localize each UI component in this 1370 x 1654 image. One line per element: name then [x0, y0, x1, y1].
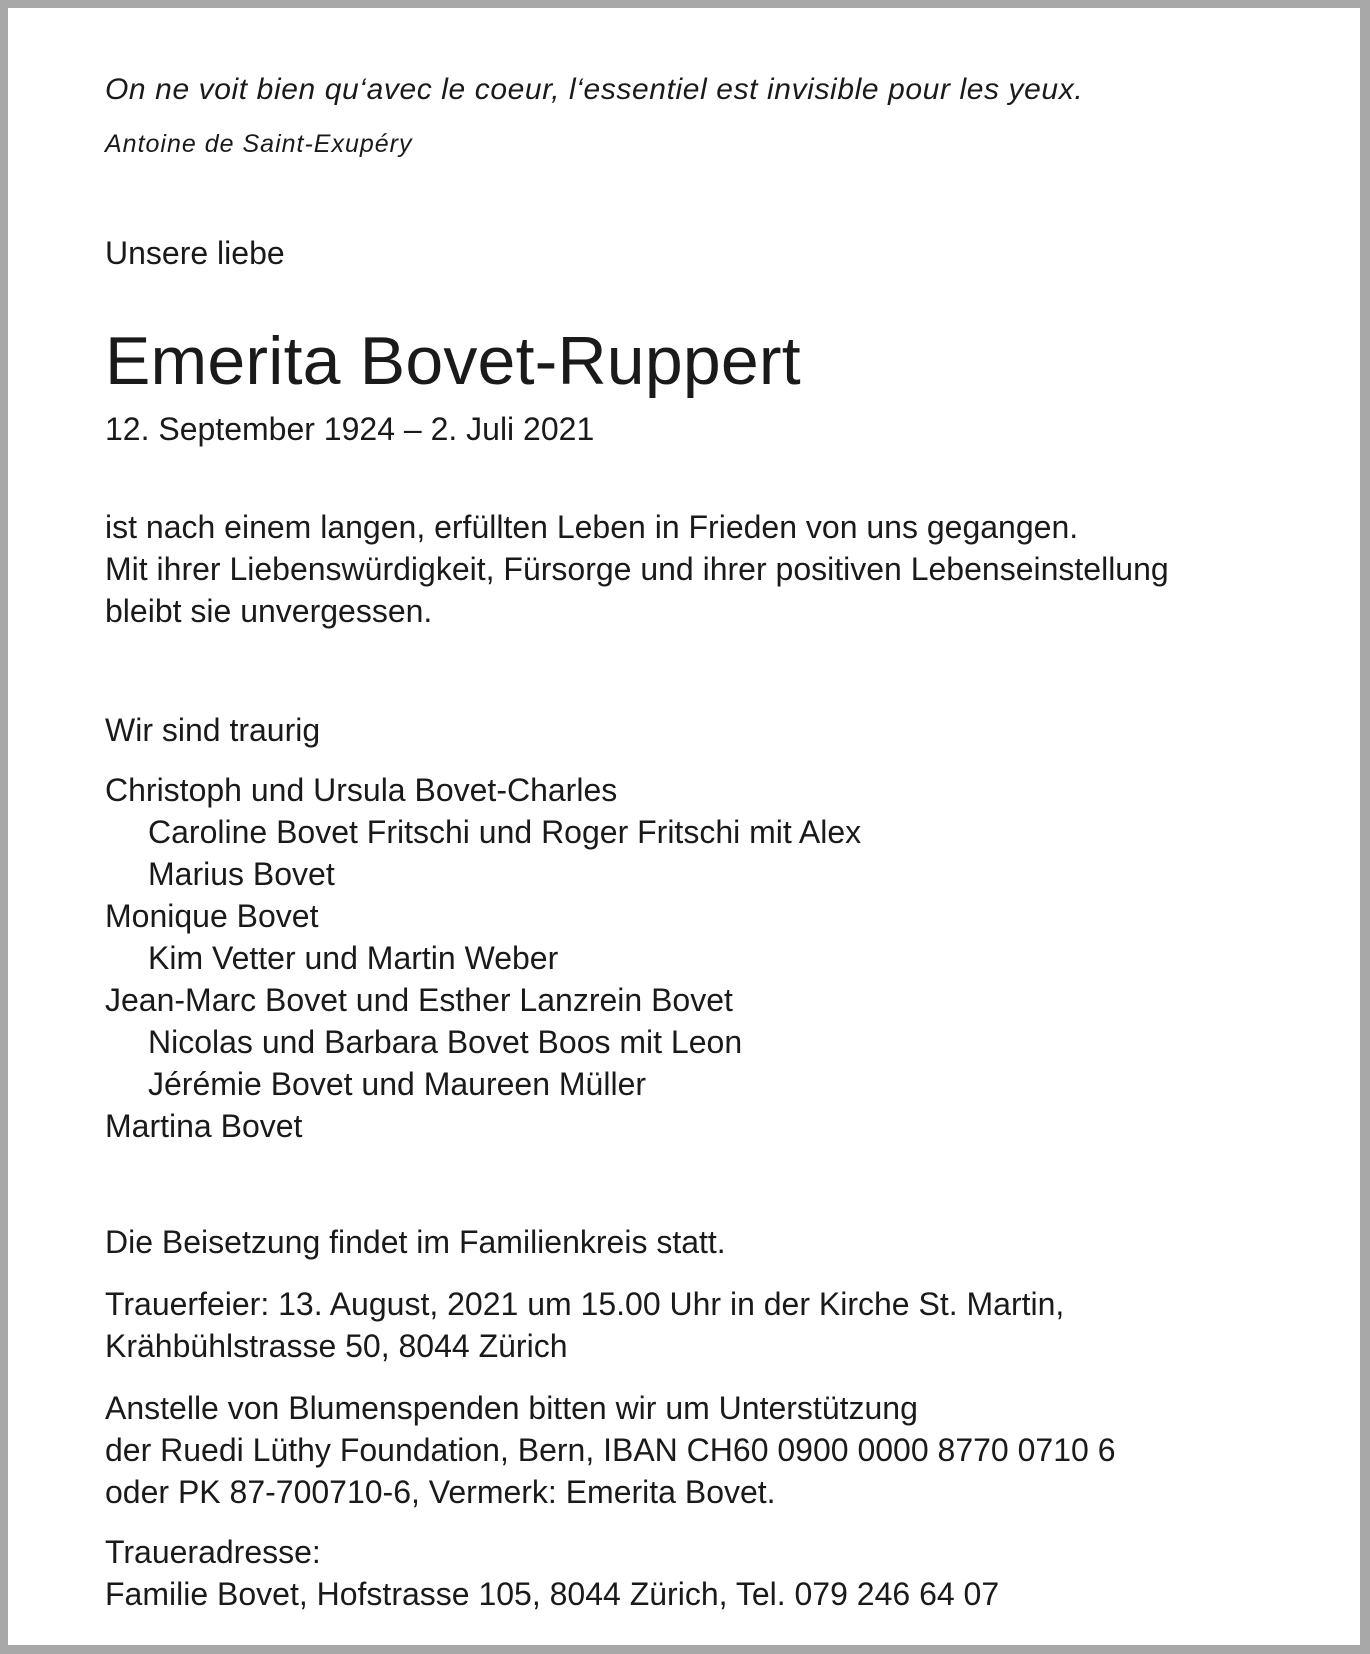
ceremony-line: Krähbühlstrasse 50, 8044 Zürich	[105, 1328, 568, 1364]
intro-text: Unsere liebe	[105, 235, 285, 271]
mourner-entry: Caroline Bovet Fritschi und Roger Fritschi mit Alex	[148, 814, 862, 850]
deceased-name: Emerita Bovet-Ruppert	[105, 323, 801, 399]
life-dates: 12. September 1924 – 2. Juli 2021	[105, 411, 595, 447]
memorial-message	[105, 506, 1320, 632]
mourner-entry: Nicolas und Barbara Bovet Boos mit Leon	[148, 1024, 743, 1060]
mourner-entry: Marius Bovet	[148, 856, 335, 892]
mourners-heading: Wir sind traurig	[105, 712, 321, 748]
mourners-list	[105, 769, 1320, 1147]
mourner-entry: Christoph und Ursula Bovet-Charles	[105, 772, 618, 808]
epigraph-quote: On ne voit bien qu‘avec le coeur, l‘essentiel est invisible pour les yeux.	[105, 73, 1084, 106]
mourner-entry: Jérémie Bovet und Maureen Müller	[148, 1066, 647, 1102]
mourning-address	[105, 1531, 1320, 1615]
donation-line: Anstelle von Blumenspenden bitten wir um Unterstützung	[105, 1390, 918, 1426]
address-line: Familie Bovet, Hofstrasse 105, 8044 Zürich, Tel. 079 246 64 07	[105, 1576, 1000, 1612]
obituary-page	[8, 8, 1360, 1645]
ceremony-details	[105, 1283, 1320, 1367]
ceremony-line: Trauerfeier: 13. August, 2021 um 15.00 Uhr in der Kirche St. Martin,	[105, 1286, 1065, 1322]
donation-request	[105, 1387, 1320, 1513]
mourner-entry: Jean-Marc Bovet und Esther Lanzrein Bovet	[105, 982, 733, 1018]
mourner-entry: Monique Bovet	[105, 898, 319, 934]
message-line: ist nach einem langen, erfüllten Leben in Frieden von uns gegangen.	[105, 509, 1079, 545]
donation-line: oder PK 87-700710-6, Vermerk: Emerita Bovet.	[105, 1474, 776, 1510]
address-label: Traueradresse:	[105, 1534, 321, 1570]
donation-line: der Ruedi Lüthy Foundation, Bern, IBAN CH60 0900 0000 8770 0710 6	[105, 1432, 1116, 1468]
message-line: Mit ihrer Liebenswürdigkeit, Fürsorge und ihrer positiven Lebenseinstellung	[105, 551, 1169, 587]
burial-notice: Die Beisetzung findet im Familienkreis statt.	[105, 1224, 726, 1260]
message-line: bleibt sie unvergessen.	[105, 593, 433, 629]
mourner-entry: Martina Bovet	[105, 1108, 303, 1144]
epigraph-author: Antoine de Saint-Exupéry	[105, 130, 413, 158]
mourner-entry: Kim Vetter und Martin Weber	[148, 940, 559, 976]
